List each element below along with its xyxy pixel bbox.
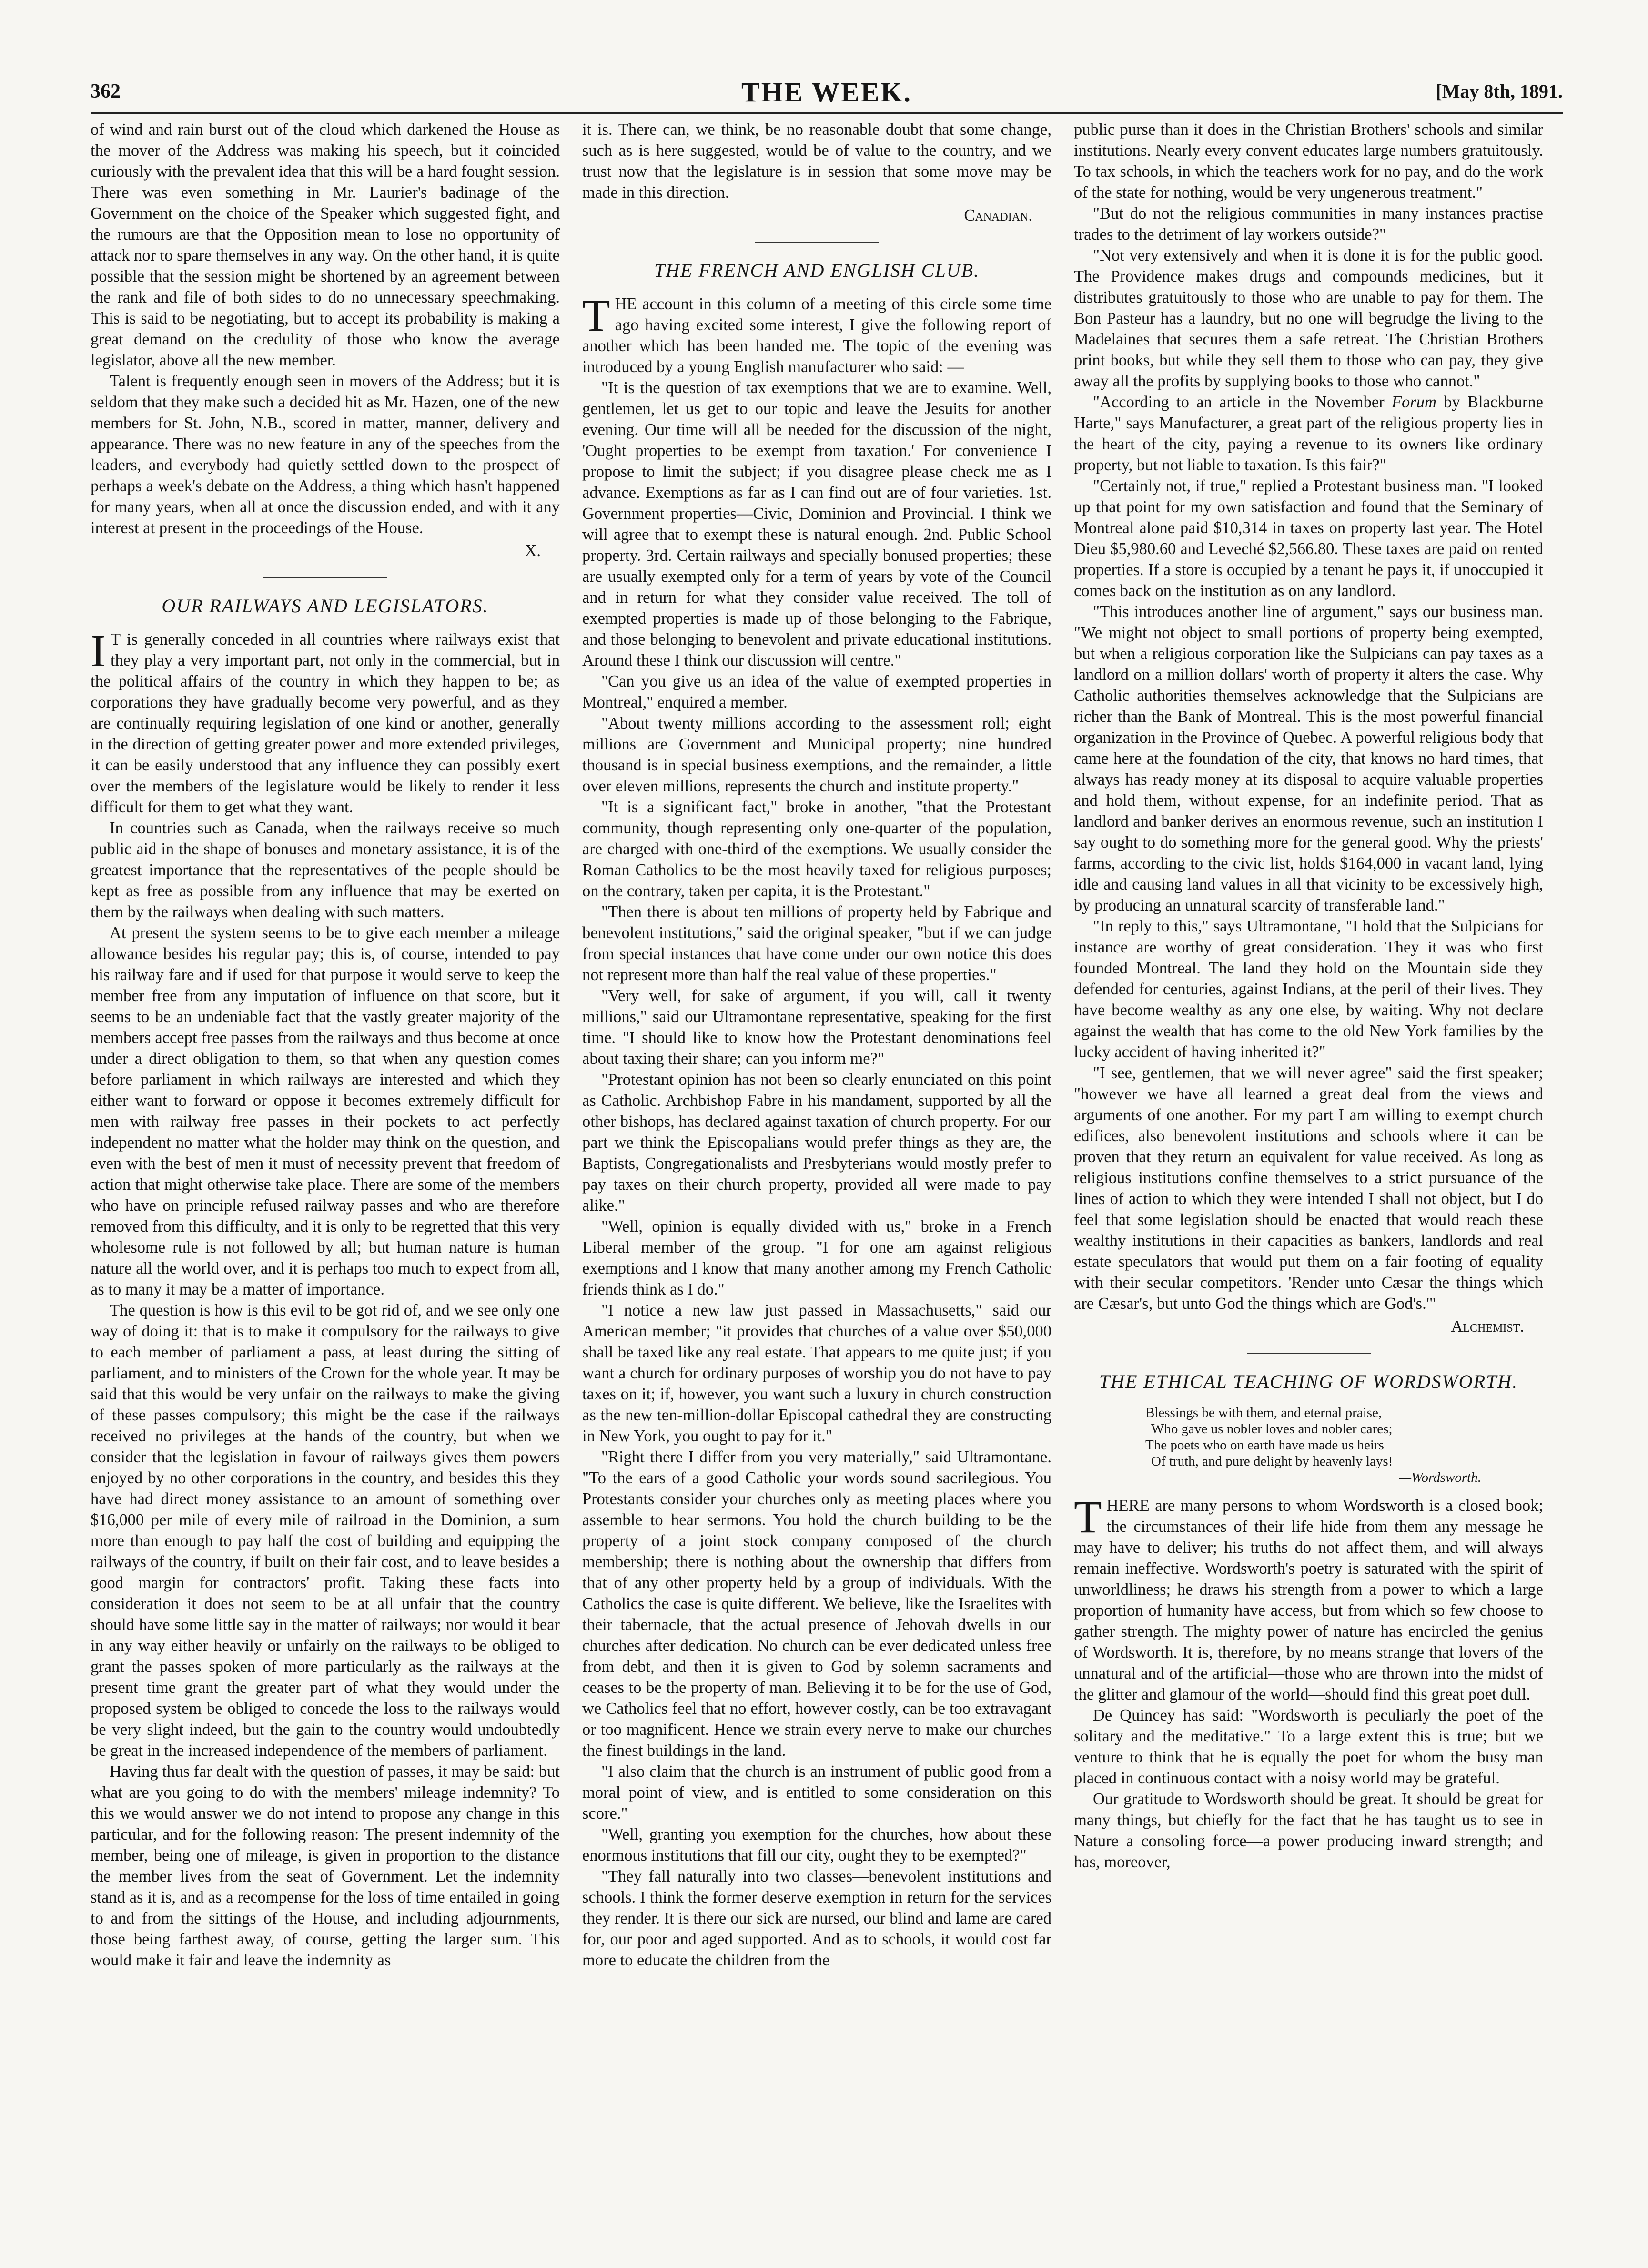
poem-line: Who gave us nobler loves and nobler cares; (1151, 1421, 1393, 1437)
paragraph: "I see, gentlemen, that we will never agree" said the first speaker; "however we have all learned a great deal from the views and arguments of one another. For my part I am willing to exempt church edifices, also benevolent institutions and schools where it can be proven that they return an equivalent for value received. As long as religious institutions confine themselves to a strict pursuance of the lines of action to which they were intended I shall not object, but I do feel that some legislation should be enacted that would reach these wealthy institutions in their capacities as bankers, landlords and real estate speculators that would put them on a fair footing of equality with their secular competitors. 'Render unto Cæsar the things which are Cæsar's, but unto God the things which are God's.'" (1074, 1064, 1543, 1313)
paragraph: "Well, granting you exemption for the churches, how about these enormous institutions that fill our city, ought they to be exempted?" (582, 1825, 1051, 1864)
separator-rule (263, 577, 387, 578)
paragraph: "I notice a new law just passed in Massachusetts," said our American member; "it provides that churches of a value over $50,000 shall be taxed like any real estate. That appears to me quite just; if you want a church for ordinary purposes of worship you do not have to pay taxes on it; if, however, you want such a luxury in church construction as the new ten-million-dollar Episcopal cathedral they are constructing in New York, you ought to pay for it." (582, 1301, 1051, 1445)
issue-date: [May 8th, 1891. (1436, 81, 1563, 102)
article-title: OUR RAILWAYS AND LEGISLATORS. (162, 595, 489, 617)
paragraph: "It is a significant fact," broke in another, "that the Protestant community, though representing only one-quarter of the population, are charged with one-third of the exemptions. We usually consider the Roman Catholics to be the most heavily taxed for religious purposes; on the contrary, taken per capita, it is the Protestant." (582, 798, 1051, 900)
paragraph: "In reply to this," says Ultramontane, "I hold that the Sulpicians for instance are worthy of great consideration. They it was who first founded Montreal. The land they hold on the Mountain side they defended for centuries, against Indians, at the peril of their lives. They have become wealthy as any one else, by waiting. Why not declare against the wealth that has come to the old New York families by the lucky accident of having inherited it?" (1074, 917, 1543, 1061)
column-1 (91, 119, 560, 1971)
header-rule (91, 112, 1563, 114)
paragraph: "Right there I differ from you very materially," said Ultramontane. "To the ears of a good Catholic your words sound sacrilegious. You Protestants consider your churches only as meeting places where you assemble to hear sermons. You hold the church building to be the property of a joint stock company composed of the church membership; there is nothing about the ownership that differs from that of any other property held by a group of individuals. With the Catholics the case is quite different. We believe, like the Israelites with their tabernacle, that the actual presence of Jehovah dwells in our churches after dedication. No church can be ever dedicated unless free from debt, and then it is given to God by solemn sacraments and ceases to be the property of man. Believing it to be for the use of God, we Catholics feel that no effort, however costly, can be too extravagant or too magnificent. Hence we strain every nerve to make our churches the finest buildings in the land. (582, 1448, 1051, 1760)
drop-cap: T (1074, 1491, 1102, 1542)
poem-line: Blessings be with them, and eternal praise, (1145, 1405, 1382, 1420)
paragraph: At present the system seems to be to give each member a mileage allowance besides his regular pay; this is, of course, intended to pay his railway fare and if used for that purpose it would serve to keep the member free from any imputation of influence on that score, but it seems to be an undeniable fact that the vastly greater majority of the members accept free passes from the railways and thus become at once under a direct obligation to them, so that when any question comes before parliament in which railways are interested and which they either want to forward or oppose it becomes extremely difficult for men with railway free passes in their pockets to act perfectly independent no matter what the holder may think on the question, and even with the best of men it must of necessity prevent that freedom of action that might otherwise take place. There are some of the members who have on principle refused railway passes and who are therefore removed from this difficulty, and it is only to be regretted that this very wholesome rule is not followed by all; but human nature is human nature all the world over, and it is perhaps too much to expect from all, as to many it may be a matter of importance. (91, 924, 560, 1298)
paragraph: "Protestant opinion has not been so clearly enunciated on this point as Catholic. Archbishop Fabre in his mandament, supported by all the other bishops, has declared against taxation of church property. For our part we think the Episcopalians would prefer things as they are, the Baptists, Congregationalists and Presbyterians would mostly prefer to pay taxes on their church property, provided all were made to pay alike." (582, 1071, 1051, 1215)
paragraph: De Quincey has said: "Wordsworth is peculiarly the poet of the solitary and the meditative." To a large extent this is true; but we venture to think that he is equally the poet for whom the busy man placed in continuous contact with a noisy world may be grateful. (1074, 1706, 1543, 1787)
paragraph: "Not very extensively and when it is done it is for the public good. The Providence makes drugs and compounds medicines, but it distributes gratuitously to those who are unable to pay for them. The Bon Pasteur has a laundry, but no one will begrudge the living to the Madelaines that secures them a safe retreat. The Christian Brothers print books, but while they sell them to those who can pay, they give away all the profits by supplying books to those who cannot." (1074, 246, 1543, 390)
paragraph: "They fall naturally into two classes—benevolent institutions and schools. I think the former deserve exemption in return for the services they render. It is there our sick are nursed, our blind and lame are cared for, our poor and aged supported. And as to schools, it would cost far more to educate the children from the (582, 1867, 1051, 1969)
paragraph: "This introduces another line of argument," says our business man. "We might not object to small portions of property being exempted, but when a religious corporation like the Sulpicians can pay taxes as a landlord on a million dollars' worth of property it alters the case. Why Catholic authorities themselves acknowledge that the Sulpicians are richer than the Bank of Montreal. This is the most powerful financial organization in the Province of Quebec. A powerful religious body that came here at the foundation of the city, that knows no hard times, that always has ready money at its disposal to acquire valuable properties and hold them, without expense, for an indefinite period. That as landlord and banker derives an enormous revenue, such an institution I say ought to do something more for the general good. Why the priests' farms, according to the civic list, holds $164,000 in vacant land, lying idle and causing land values in all that vicinity to be excessively high, by producing an unnatural scarcity of transferable land." (1074, 603, 1543, 914)
paragraph: Having thus far dealt with the question of passes, it may be said: but what are you going to do with the members' mileage indemnity? To this we would answer we do not intend to propose any change in this particular, and for the following reason: The present indemnity of the member, being one of mileage, is given in proportion to the distance the member lives from the seat of Government. Let the indemnity stand as it is, and as a recompense for the loss of time entailed in going to and from the sittings of the House, and including adjournments, those being farthest away, of course, getting the larger sum. This would make it fair and leave the indemnity as (91, 1762, 560, 1969)
article-title: THE FRENCH AND ENGLISH CLUB. (654, 260, 980, 281)
masthead-title: THE WEEK. (741, 77, 912, 108)
separator-rule (755, 242, 879, 243)
paragraph: "About twenty millions according to the assessment roll; eight millions are Government and Municipal property; nine hundred thousand is in special business exemptions, and the remainder, a little over eleven millions, represents the church and institute property." (582, 714, 1051, 795)
signature: Canadian. (964, 206, 1032, 224)
paragraph: "According to an article in the November Forum by Blackburne Harte," says Manufacturer, a great part of the religious property lies in the heart of the city, paying a revenue to its owners like ordinary property, but not liable to taxation. Is this fair?" (1074, 393, 1543, 474)
paragraph: THE account in this column of a meeting of this circle some time ago having excited some interest, I give the following report of another which has been handed me. The topic of the evening was introduced by a young English manufacturer who said: — (582, 290, 1051, 376)
drop-cap: T (582, 290, 610, 341)
paragraph: "Then there is about ten millions of property held by Fabrique and benevolent institutions," said the original speaker, "but if we can judge from special instances that have come under our own notice this does not represent more than half the real value of these properties." (582, 903, 1051, 984)
paragraph: public purse than it does in the Christian Brothers' schools and similar institutions. Nearly every convent educates large numbers gratuitously. To tax schools, in which the teachers work for no pay, and do the work of the state for nothing, would be very ungenerous treatment." (1074, 121, 1543, 202)
column-3 (1074, 119, 1543, 1873)
poem-line: Of truth, and pure delight by heavenly lays! (1151, 1454, 1393, 1469)
drop-cap: I (91, 625, 106, 676)
paragraph: Our gratitude to Wordsworth should be great. It should be great for many things, but chiefly for the fact that he has taught us to see in Nature a consoling force—a power producing inward strength; and has, moreover, (1074, 1790, 1543, 1871)
column-2 (582, 119, 1051, 1971)
paragraph: "Well, opinion is equally divided with us," broke in a French Liberal member of the group. "I for one am against religious exemptions and I know that many another among my French Catholic friends think as I do." (582, 1217, 1051, 1298)
paragraph: "I also claim that the church is an instrument of public good from a moral point of view, and is entitled to some consideration on this score." (582, 1762, 1051, 1822)
paragraph: THERE are many persons to whom Wordsworth is a closed book; the circumstances of their life hide from them any message he may have to deliver; his truths do not affect them, and will always remain ineffective. Wordsworth's poetry is saturated with the spirit of unworldliness; he draws his strength from a power to which a large proportion of humanity have access, but from which so few choose to gather strength. The mighty power of nature has encircled the genius of Wordsworth. It is, therefore, by no means strange that lovers of the unnatural and of the artificial—those who are thrown into the midst of the glitter and glamour of the world—should find this great poet dull. (1074, 1491, 1543, 1703)
epigraph-poem (1145, 1405, 1543, 1486)
paragraph: "Very well, for sake of argument, if you will, call it twenty millions," said our Ultramontane representative, speaking for the first time. "I should like to know how the Protestant denominations feel about taxing their share; can you inform me?" (582, 987, 1051, 1068)
paragraph: Talent is frequently enough seen in movers of the Address; but it is seldom that they make such a decided hit as Mr. Hazen, one of the new members for St. John, N.B., scored in matter, manner, delivery and appearance. There was no new feature in any of the speeches from the leaders, and everybody had quietly settled down to the prospect of perhaps a week's debate on the Address, a thing which hasn't happened for many years, when all at once the discussion ended, and with it any interest at present in the proceedings of the House. (91, 372, 560, 537)
poem-attribution: —Wordsworth. (1399, 1470, 1481, 1485)
paragraph: The question is how is this evil to be got rid of, and we see only one way of doing it: that is to make it compulsory for the railways to give to each member of parliament a pass, at least during the sitting of parliament, and to ministers of the Crown for the whole year. It may be said that this would be very unfair on the railways to make the giving of these passes compulsory; this might be the case if the railways received no privileges at the hands of the country, but when we consider that the legislation in favour of railways gives them powers enjoyed by no other corporations in the country, and besides this they have had direct money assistance to an amount of something over $16,000 per mile of every mile of railroad in the Dominion, a sum more than enough to pay half the cost of building and equipping the railways of the country, if built on their fair cost, and to leave besides a good margin for contractors' profit. Taking these facts into consideration it does not seem to be at all unfair that the country should have some little say in the matter of railways; nor would it bear in any way either heavily or unfairly on the railways to be obliged to grant the passes spoken of more particularly as the railways at the present time grant the greater part of what they would under the proposed system be obliged to concede the loss to the railways would be very slight indeed, but the gain to the country would undoubtedly be great in the increased independence of the members of parliament. (91, 1301, 560, 1760)
article-title: THE ETHICAL TEACHING OF WORDSWORTH. (1099, 1371, 1518, 1392)
italic-title: Forum (1391, 393, 1436, 411)
separator-rule (1247, 1353, 1371, 1354)
paragraph: I T is generally conceded in all countries where railways exist that they play a very important part, not only in the commercial, but in the political affairs of the country in which they happen to be; as corporations they have gradually become very powerful, and as they are continually requiring legislation of one kind or another, generally in the direction of getting greater power and more extended privileges, it can be easily understood that any influence they can possibly exert over the members of the legislature would be likely to render it less difficult for them to get what they want. (91, 625, 560, 816)
paragraph: it is. There can, we think, be no reasonable doubt that some change, such as is here suggested, would be of value to the country, and we trust now that the legislature is in session that some move may be made in this direction. (582, 121, 1051, 202)
page-number: 362 (91, 81, 121, 102)
poem-line: The poets who on earth have made us heirs (1145, 1438, 1384, 1453)
paragraph: "It is the question of tax exemptions that we are to examine. Well, gentlemen, let us get to our topic and leave the Jesuits for another evening. Our time will all be needed for the discussion of the night, 'Ought properties to be exempt from taxation.' For convenience I propose to limit the subject; if you disagree please check me as I advance. Exemptions as far as I can find out are of four varieties. 1st. Government properties—Civic, Dominion and Provincial. I think we will agree that to exempt these is natural enough. 2nd. Public School property. 3rd. Certain railways and specially bonused properties; these are usually exempted only for a term of years by vote of the Council and in return for what they consider value received. The toll of exempted properties is made up of those belonging to the Fabrique, and those belonging to benevolent and private educational institutions. Around these I think our discussion will centre." (582, 379, 1051, 669)
paragraph: "Can you give us an idea of the value of exempted properties in Montreal," enquired a member. (582, 672, 1051, 711)
paragraph: "But do not the religious communities in many instances practise trades to the detriment of lay workers outside?" (1074, 204, 1543, 243)
paragraph: "Certainly not, if true," replied a Protestant business man. "I looked up that point for my own satisfaction and found that the Seminary of Montreal alone paid $10,314 in taxes on property last year. The Hotel Dieu $5,980.60 and Leveché $2,566.80. These taxes are paid on rented properties. If a store is occupied by a tenant he pays it, if unoccupied it comes back on the institution as on any landlord. (1074, 477, 1543, 600)
paragraph: In countries such as Canada, when the railways receive so much public aid in the shape of bonuses and monetary assistance, it is of the greatest importance that the representatives of the people should be kept as free as possible from any influence that may be exerted on them by the railways when dealing with such matters. (91, 819, 560, 921)
signature: X. (525, 542, 541, 560)
paragraph: of wind and rain burst out of the cloud which darkened the House as the mover of the Address was making his speech, but it coincided curiously with the prevalent idea that this will be a hard fought session. There was even something in Mr. Laurier's badinage of the Government on the choice of the Speaker which suggested fight, and the rumours are that the Opposition mean to lose no opportunity of attack nor to spare themselves in any way. On the other hand, it is quite possible that the session might be shortened by an agreement between the rank and file of both sides to do no unnecessary speechmaking. This is said to be negotiating, but to accept its probability is making a great demand on the credulity of those who know the average legislator, above all the new member. (91, 121, 560, 369)
signature: Alchemist. (1451, 1317, 1524, 1336)
page-header (91, 76, 1563, 110)
